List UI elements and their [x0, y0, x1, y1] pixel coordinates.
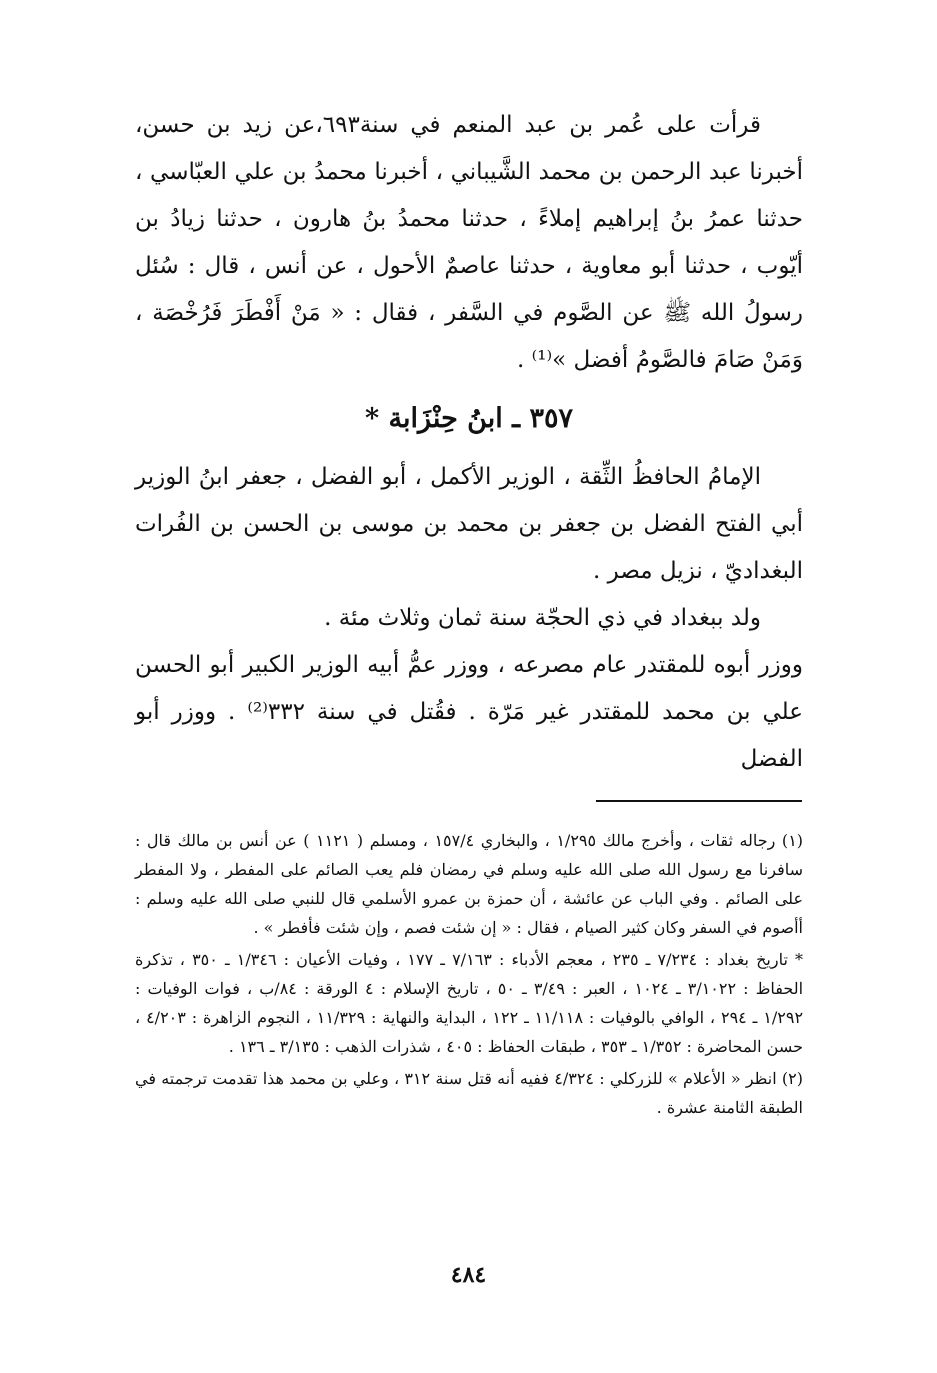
footnotes [135, 826, 803, 1125]
main-text [135, 102, 803, 783]
paragraph-vizierate: ووزر أبوه للمقتدر عام مصرعه ، ووزر عمُّ أبيه الوزير الكبير أبو الحسن علي بن محمد للمقتدر غير مَرّة . فقُتل في سنة ٣٣٢⁽²⁾ . ووزر أبو الفضل [135, 652, 804, 772]
page-number: ٤٨٤ [450, 1262, 487, 1288]
paragraph-name-lineage: الإمامُ الحافظُ الثِّقة ، الوزير الأكمل ، أبو الفضل ، جعفر ابنُ الوزير أبي الفتح الفضل بن جعفر بن محمد بن موسى بن الحسن بن الفُرات البغداديّ ، نزيل مصر . [135, 464, 803, 584]
footnote-1: (١) رجاله ثقات ، وأخرج مالك ١/٢٩٥ ، والبخاري ١٥٧/٤ ، ومسلم ( ١١٢١ ) عن أنس بن مالك قال : سافرنا مع رسول الله صلى الله عليه وسلم في رمضان فلم يعب الصائم على المفطر ، ولا المفطر على الصائم . وفي الباب عن عائشة ، أن حمزة بن عمرو الأسلمي قال للنبي صلى الله عليه وسلم : أأصوم في السفر وكان كثير الصيام ، فقال : « إن شئت فصم ، وإن شئت فأفطر » . [135, 831, 804, 937]
footnote-2: (٢) انظر « الأعلام » للزركلي : ٤/٣٢٤ ففيه أنه قتل سنة ٣١٢ ، وعلي بن محمد هذا تقدمت ترجمته في الطبقة الثامنة عشرة . [135, 1069, 803, 1117]
paragraph-birth: ولد ببغداد في ذي الحجّة سنة ثمان وثلاث مئة . [324, 605, 761, 631]
footnote-sources: * تاريخ بغداد : ٧/٢٣٤ ـ ٢٣٥ ، معجم الأدباء : ٧/١٦٣ ـ ١٧٧ ، وفيات الأعيان : ١/٣٤٦ ـ ٣٥٠ ، تذكرة الحفاظ : ٣/١٠٢٢ ـ ١٠٢٤ ، العبر : ٣/٤٩ ـ ٥٠ ، تاريخ الإسلام : ٤ الورقة : ٨٤/ب ، فوات الوفيات : ١/٢٩٢ ـ ٢٩٤ ، الوافي بالوفيات : ١١/١١٨ ـ ١٢٢ ، البداية والنهاية : ١١/٣٢٩ ، النجوم الزاهرة : ٤/٢٠٣ ، حسن المحاضرة : ١/٣٥٢ ـ ٣٥٣ ، طبقات الحفاظ : ٤٠٥ ، شذرات الذهب : ٣/١٣٥ ـ ١٣٦ . [135, 950, 804, 1056]
biography-heading: ٣٥٧ ـ ابنُ حِنْزَابة * [365, 403, 573, 434]
footnote-divider [596, 800, 802, 802]
paragraph-hadith-chain: قرأت على عُمر بن عبد المنعم في سنة٦٩٣،عن زيد بن حسن، أخبرنا عبد الرحمن بن محمد الشَّيباني ، أخبرنا محمدُ بن علي العبّاسي ، حدثنا عمرُ بنُ إبراهيم إملاءً ، حدثنا محمدُ بنُ هارون ، حدثنا زيادُ بن أيّوب ، حدثنا أبو معاوية ، حدثنا عاصمٌ الأحول ، عن أنس ، قال : سُئل رسولُ الله ﷺ عن الصَّوم في السَّفر ، فقال : « مَنْ أَفْطَرَ فَرُخْصَة ، وَمَنْ صَامَ فالصَّومُ أفضل »⁽¹⁾ . [135, 112, 803, 373]
